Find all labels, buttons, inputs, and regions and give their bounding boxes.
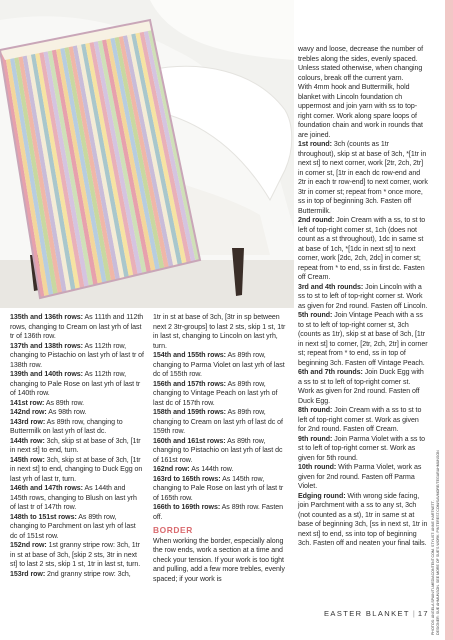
instruction-paragraph — [10, 418, 144, 437]
instruction-paragraph — [153, 351, 288, 380]
instruction-paragraph — [10, 399, 144, 409]
row-label: 146th and 147th rows: — [10, 485, 83, 492]
row-text: 2nd granny stripe row: 3ch, — [45, 570, 131, 578]
credit-line-photos: PHOTOS: ANGELA SPAIN/TI-MEDIACONTENT.COM. STYLIST: ANNE HARTNETT. — [431, 500, 435, 635]
row-label: 166th to 169th rows: — [153, 504, 221, 511]
row-text: Join Vintage Peach with a ss to st to left of top-right corner st, 3ch (counts as 1tr), skip st at base of 3ch, [1tr in next st] to corner, [2tr, 2ch, 2tr] in corner st; repeat from * to end, ss in top of beginning 3ch. Fasten off Vintage Peach. — [298, 312, 428, 367]
row-label: 163rd to 165th rows: — [153, 475, 221, 483]
instruction-paragraph — [10, 541, 144, 570]
page-edge-strip — [445, 0, 453, 640]
instructions-column-3 — [298, 45, 428, 549]
instructions-column-2 — [153, 313, 288, 584]
row-label: 162nd row: — [153, 466, 190, 473]
instruction-paragraph — [10, 342, 144, 371]
instruction-paragraph — [10, 437, 144, 456]
instruction-paragraph — [298, 406, 428, 435]
instruction-paragraph — [298, 368, 428, 406]
row-text: Join Cream with a ss, to st to left of top-right corner st, 1ch (does not count as a st throughout), 1dc in same st at base of 1ch, *[1dc in next st] to next corner, work [2dc, 2ch, 2dc] in corner st; repeat from * to end, ss in first dc. Fasten off Cream. — [298, 217, 426, 281]
blanket-photo — [0, 0, 294, 308]
row-text: As 89th row. — [44, 399, 85, 407]
armchair-with-blanket-image — [0, 0, 294, 308]
instruction-paragraph — [10, 513, 144, 542]
row-label: 137th and 138th rows: — [10, 342, 83, 350]
row-label: 5th round: — [298, 312, 333, 319]
row-text: With Parma Violet, work as given for 2nd round. Fasten off Parma Violet. — [298, 464, 422, 490]
row-label: 142nd row: — [10, 409, 47, 416]
row-text: As 89th row, changing to Pistachio on last yrh of last dc of 161st row. — [153, 437, 283, 464]
row-label: 156th and 157th rows: — [153, 380, 226, 388]
instruction-paragraph — [10, 370, 144, 399]
row-label: 152nd row: — [10, 542, 47, 549]
instruction-paragraph — [153, 380, 288, 409]
instruction-paragraph — [10, 408, 144, 418]
row-label: 10th round: — [298, 464, 337, 471]
row-label: 2nd round: — [298, 217, 335, 224]
row-text: As 145th row, changing to Pale Rose on last yrh of last tr of 165th row. — [153, 475, 284, 502]
instruction-paragraph — [298, 492, 428, 549]
credit-line-designer: DESIGNER: SUE AHMUNSON. SEE MORE OF SUE'S WORK: PINTEREST.COM/SAVMORE/TEGARAHMUNSON — [435, 450, 440, 635]
row-text: As 144th row. — [189, 466, 234, 473]
row-label: 1st round: — [298, 141, 332, 148]
page-footer — [324, 609, 429, 618]
row-label: 154th and 155th rows: — [153, 352, 226, 359]
row-text: As 111th and 112th rows, changing to Cream on last yrh of last tr of 136th row. — [10, 314, 144, 340]
page-number: 17 — [417, 609, 429, 618]
instruction-paragraph — [10, 456, 144, 485]
instruction-paragraph — [298, 311, 428, 368]
row-label: 148th to 151st rows: — [10, 513, 77, 521]
instruction-paragraph — [153, 408, 288, 437]
instruction-paragraph — [298, 45, 428, 83]
row-text: As 89th row, changing to Parchment on last yrh of last dc of 151st row. — [10, 513, 136, 540]
row-text: 1tr in st at base of 3ch, [3tr in sp between next 2 3tr-groups] to last 2 sts, skip 1 st, 1tr in last st, changing to Lincoln on last yrh, turn. — [153, 314, 286, 350]
instruction-paragraph — [298, 283, 428, 312]
row-label: 9th round: — [298, 435, 333, 443]
footer-section-title: EASTER BLANKET — [324, 609, 410, 618]
instruction-paragraph — [10, 570, 144, 580]
row-text: As 89th row, changing to Cream on last yrh of last dc of 159th row. — [153, 409, 283, 435]
instructions-column-1 — [10, 313, 144, 579]
row-label: 143rd row: — [10, 418, 46, 426]
instruction-paragraph — [298, 216, 428, 283]
row-text: Join Lincoln with a ss to st to left of top-right corner st. Work as given for 2nd round. Fasten off Lincoln. — [298, 283, 428, 310]
border-intro-text: When working the border, especially along the row ends, work a section at a time and check your tension. If your work is too tight and pulling, add a few more trebles, evenly spaced; if your work is — [153, 537, 285, 583]
row-text: 3ch (counts as 1tr throughout), skip st at base of 3ch, *[1tr in next st] to next corner, work [2tr, 2ch, 2tr] in corner st, [1tr in each dc row-end and 2tr in each tr row-end] to next corner, work 3tr in corner st; repeat from * once more, ss in top of beginning 3ch. Fasten off Buttermilk. — [298, 141, 428, 215]
row-text: As 89th row. Fasten off. — [153, 504, 283, 521]
row-label: 158th and 159th rows: — [153, 409, 226, 416]
row-text: As 89th row, changing to Buttermilk on last yrh of last dc. — [10, 418, 123, 435]
footer-separator: | — [412, 609, 415, 618]
row-label: 144th row: — [10, 437, 45, 445]
row-text: As 112th row, changing to Pistachio on last yrh of last tr of 138th row. — [10, 342, 144, 369]
row-text: As 112th row, changing to Pale Rose on last yrh of last tr of 140th row. — [10, 371, 141, 397]
row-text: As 98th row. — [46, 409, 87, 416]
photo-credits — [431, 385, 441, 635]
section-heading-border: BORDER — [153, 525, 193, 535]
row-text: With 4mm hook and Buttermilk, hold blanket with Lincoln foundation ch uppermost and join yarn with ss to top-right corner. Work along spare loops of foundation chain and work in rounds that are joined. — [298, 84, 423, 139]
instruction-paragraph — [10, 484, 144, 513]
row-label: 145th row: — [10, 456, 45, 464]
instruction-paragraph — [153, 465, 288, 475]
row-text: Join Parma Violet with a ss to st to left of top-right corner st. Work as given for 5th round. — [298, 435, 426, 462]
row-label: Edging round: — [298, 492, 346, 500]
row-text: Join Cream with a ss to st to left of top-right corner st. Work as given for 2nd round. Fasten off Cream. — [298, 407, 422, 433]
row-text: 3ch, skip st at base of 3ch, [1tr in next st] to end, changing to Duck Egg on last yrh of last tr, turn. — [10, 456, 143, 483]
instruction-paragraph — [153, 313, 288, 351]
instruction-paragraph — [153, 503, 288, 522]
row-text: 3ch, skip st at base of 3ch, [1tr in next st] to end, turn. — [10, 437, 141, 454]
row-text: 1st granny stripe row: 3ch, 1tr in st at base of 3ch, [skip 2 sts, 3tr in next st] to last 2 sts, skip 1 st, 1tr in last st, turn. — [10, 542, 141, 568]
row-label: 8th round: — [298, 407, 333, 414]
row-text: As 144th and 145th rows, changing to Blush on last yrh of last tr of 147th row. — [10, 485, 137, 511]
instruction-paragraph — [298, 83, 428, 140]
row-text: wavy and loose, decrease the number of trebles along the sides, evenly spaced. Unless stated otherwise, when changing colours, break off the current yarn. — [298, 46, 424, 82]
row-label: 141st row: — [10, 399, 45, 407]
row-text: As 89th row, changing to Parma Violet on last yrh of last dc of 155th row. — [153, 352, 285, 378]
row-label: 3rd and 4th rounds: — [298, 283, 364, 291]
row-label: 135th and 136th rows: — [10, 314, 83, 321]
row-label: 153rd row: — [10, 570, 46, 578]
instruction-paragraph — [153, 475, 288, 504]
instruction-paragraph — [298, 435, 428, 464]
row-label: 6th and 7th rounds: — [298, 369, 363, 376]
row-text: With wrong side facing, join Parchment with a ss to any st, 3ch (not counted as a st), 1tr in same st at base of beginning 3ch, [ss in next st, 1tr in next st] to end, ss into top of beginning 3ch. Fasten off and neaten your final tails. — [298, 492, 428, 547]
instruction-paragraph — [298, 140, 428, 216]
instruction-paragraph — [153, 437, 288, 466]
row-text: As 89th row, changing to Vintage Peach on last yrh of last dc of 157th row. — [153, 380, 278, 407]
instruction-paragraph — [10, 313, 144, 342]
row-label: 139th and 140th rows: — [10, 371, 83, 378]
row-text: Join Duck Egg with a ss to st to left of top-right corner st. Work as given for 2nd round. Fasten off Duck Egg. — [298, 369, 424, 405]
instruction-paragraph — [298, 463, 428, 492]
row-label: 160th and 161st rows: — [153, 437, 226, 445]
